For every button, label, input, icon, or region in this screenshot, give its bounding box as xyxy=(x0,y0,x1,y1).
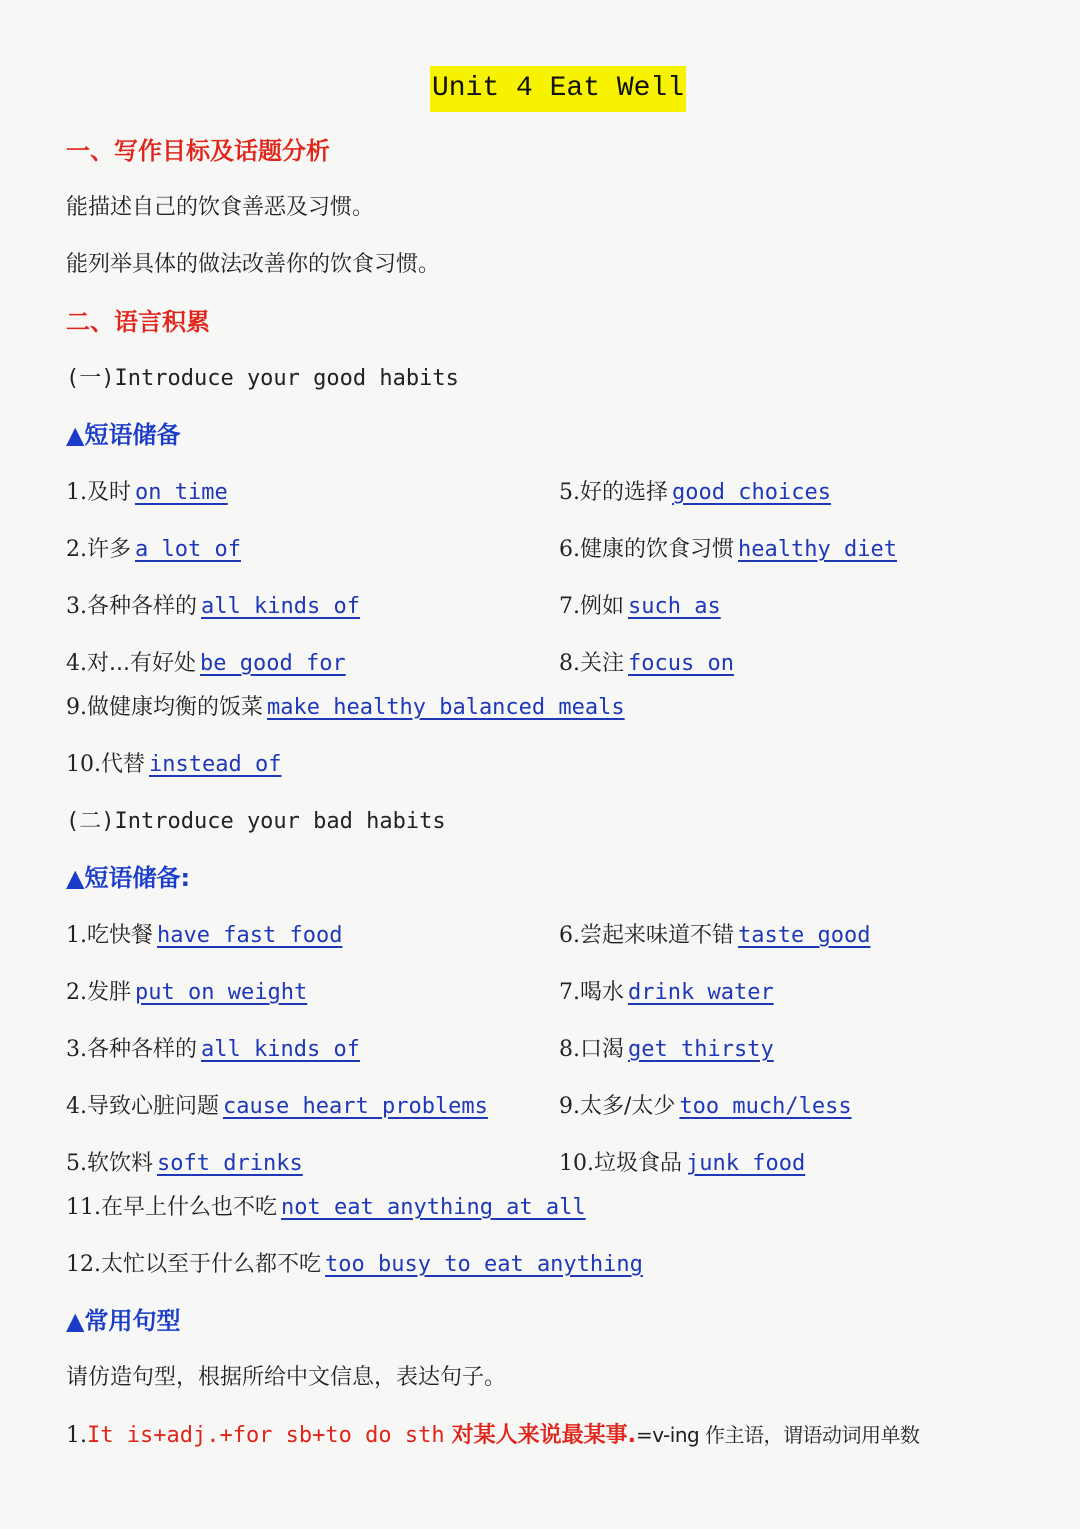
phrase-item xyxy=(559,648,734,680)
item-number: 1. xyxy=(66,480,87,505)
item-chinese: 及时 xyxy=(87,480,132,505)
phrase-item xyxy=(66,1192,586,1224)
pattern-sentence-1 xyxy=(66,1419,920,1452)
phrase-item xyxy=(559,1091,852,1123)
item-english: all kinds of xyxy=(201,1037,360,1062)
item-english: be good for xyxy=(199,651,346,676)
item-chinese: 许多 xyxy=(87,537,132,562)
item-number: 8. xyxy=(559,1037,580,1062)
section1-line-1: 能描述自己的饮食善恶及习惯。 xyxy=(66,195,375,220)
sentence-number: 1. xyxy=(66,1423,87,1448)
item-chinese: 在早上什么也不吃 xyxy=(101,1195,278,1220)
item-english: healthy diet xyxy=(738,537,897,562)
item-number: 2. xyxy=(66,980,87,1005)
item-number: 8. xyxy=(559,651,580,676)
item-chinese: 对...有好处 xyxy=(87,651,196,676)
item-number: 6. xyxy=(559,923,580,948)
item-english: too much/less xyxy=(679,1094,852,1119)
phrase-item xyxy=(66,977,307,1009)
item-number: 9. xyxy=(66,695,87,720)
item-english: cause heart problems xyxy=(223,1094,488,1119)
item-number: 7. xyxy=(559,980,580,1005)
item-number: 3. xyxy=(66,594,87,619)
phrase-item xyxy=(66,692,625,724)
item-number: 12. xyxy=(66,1252,101,1277)
item-number: 10. xyxy=(66,752,101,777)
item-number: 5. xyxy=(66,1151,87,1176)
phrase-item xyxy=(66,648,346,680)
item-english: get thirsty xyxy=(628,1037,774,1062)
item-chinese: 尝起来味道不错 xyxy=(580,923,735,948)
part1-subheading: ▲短语储备 xyxy=(66,421,181,449)
item-chinese: 健康的饮食习惯 xyxy=(580,537,735,562)
phrase-item xyxy=(559,477,831,509)
item-number: 6. xyxy=(559,537,580,562)
item-english: focus on xyxy=(628,651,734,676)
item-number: 7. xyxy=(559,594,580,619)
item-chinese: 关注 xyxy=(580,651,625,676)
item-chinese: 各种各样的 xyxy=(87,1037,198,1062)
section1-heading: 一、写作目标及话题分析 xyxy=(66,137,330,165)
phrase-item xyxy=(66,477,228,509)
item-chinese: 口渴 xyxy=(580,1037,625,1062)
item-chinese: 做健康均衡的饭菜 xyxy=(87,695,264,720)
phrase-item xyxy=(66,1148,303,1180)
item-chinese: 代替 xyxy=(101,752,146,777)
phrase-item xyxy=(559,977,774,1009)
item-english: a lot of xyxy=(135,537,241,562)
part1-heading: (一)Introduce your good habits xyxy=(66,366,459,391)
item-english: too busy to eat anything xyxy=(325,1252,643,1277)
phrase-item xyxy=(66,1034,360,1066)
phrase-item xyxy=(66,749,281,781)
item-english: such as xyxy=(628,594,721,619)
item-chinese: 导致心脏问题 xyxy=(87,1094,220,1119)
item-number: 3. xyxy=(66,1037,87,1062)
item-english: have fast food xyxy=(157,923,343,948)
patterns-intro: 请仿造句型，根据所给中文信息，表达句子。 xyxy=(66,1365,507,1390)
phrase-item xyxy=(559,534,897,566)
item-chinese: 例如 xyxy=(580,594,625,619)
part2-subheading: ▲短语储备: xyxy=(66,864,191,892)
item-chinese: 各种各样的 xyxy=(87,594,198,619)
phrase-item xyxy=(66,1249,643,1281)
section2-heading: 二、语言积累 xyxy=(66,308,210,336)
sentence-formula: It is+adj.+for sb+to do sth xyxy=(87,1423,445,1448)
item-english: on time xyxy=(135,480,228,505)
phrase-item xyxy=(66,591,360,623)
phrase-item xyxy=(66,1091,488,1123)
section1-line-2: 能列举具体的做法改善你的饮食习惯。 xyxy=(66,252,441,277)
item-english: soft drinks xyxy=(157,1151,303,1176)
item-english: put on weight xyxy=(135,980,308,1005)
item-english: not eat anything at all xyxy=(281,1195,586,1220)
phrase-item xyxy=(66,534,241,566)
page-title: Unit 4 Eat Well xyxy=(430,66,686,112)
item-number: 5. xyxy=(559,480,580,505)
item-number: 4. xyxy=(66,651,87,676)
item-number: 10. xyxy=(559,1151,594,1176)
item-english: all kinds of xyxy=(201,594,360,619)
part2-heading: (二)Introduce your bad habits xyxy=(66,809,446,834)
item-chinese: 垃圾食品 xyxy=(594,1151,683,1176)
item-number: 2. xyxy=(66,537,87,562)
item-chinese: 好的选择 xyxy=(580,480,669,505)
phrase-item xyxy=(559,1034,774,1066)
item-chinese: 太忙以至于什么都不吃 xyxy=(101,1252,322,1277)
item-english: drink water xyxy=(628,980,774,1005)
item-english: make healthy balanced meals xyxy=(267,695,625,720)
sentence-meaning: 对某人来说最某事. xyxy=(451,1423,636,1448)
item-chinese: 喝水 xyxy=(580,980,625,1005)
item-number: 11. xyxy=(66,1195,101,1220)
item-chinese: 太多/太少 xyxy=(580,1094,676,1119)
item-english: instead of xyxy=(149,752,282,777)
item-chinese: 软饮料 xyxy=(87,1151,154,1176)
item-number: 1. xyxy=(66,923,87,948)
item-english: taste good xyxy=(738,923,871,948)
phrase-item xyxy=(559,591,721,623)
phrase-item xyxy=(559,1148,805,1180)
item-chinese: 吃快餐 xyxy=(87,923,154,948)
phrase-item xyxy=(66,920,342,952)
item-english: junk food xyxy=(686,1151,806,1176)
sentence-note: =v-ing 作主语，谓语动词用单数 xyxy=(635,1423,920,1447)
item-number: 4. xyxy=(66,1094,87,1119)
item-number: 9. xyxy=(559,1094,580,1119)
patterns-subheading: ▲常用句型 xyxy=(66,1307,181,1335)
item-chinese: 发胖 xyxy=(87,980,132,1005)
phrase-item xyxy=(559,920,870,952)
item-english: good choices xyxy=(672,480,831,505)
